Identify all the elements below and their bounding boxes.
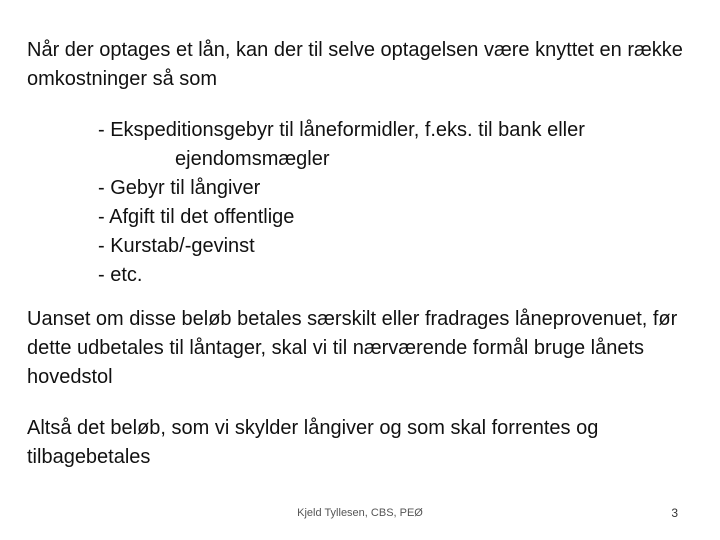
list-item-text: - Kurstab/-gevinst — [98, 235, 255, 257]
list-item — [98, 232, 698, 261]
list-item — [98, 116, 698, 174]
list-item-text: - Afgift til det offentlige — [98, 206, 295, 228]
page-number: 3 — [671, 506, 678, 520]
list-item-text: - Ekspeditionsgebyr til låneformidler, f.eks. til bank eller — [98, 119, 585, 141]
intro-paragraph: Når der optages et lån, kan der til selve optagelsen være knyttet en række omkostninger så som — [27, 39, 683, 90]
list-item-continuation: ejendomsmægler — [175, 148, 330, 170]
cost-list — [98, 116, 698, 290]
footer-text: Kjeld Tyllesen, CBS, PEØ — [297, 507, 423, 519]
list-item — [98, 203, 698, 232]
list-item-text: - etc. — [98, 264, 143, 286]
list-item-text: - Gebyr til långiver — [98, 177, 261, 199]
regardless-paragraph: Uanset om disse beløb betales særskilt eller fradrages låneprovenuet, før dette udbetales til låntager, skal vi til nærværende formål bruge lånets hovedstol — [27, 308, 678, 388]
conclusion-paragraph: Altså det beløb, som vi skylder långiver og som skal forrentes og tilbagebetales — [27, 417, 599, 468]
list-item — [98, 261, 698, 290]
list-item — [98, 174, 698, 203]
